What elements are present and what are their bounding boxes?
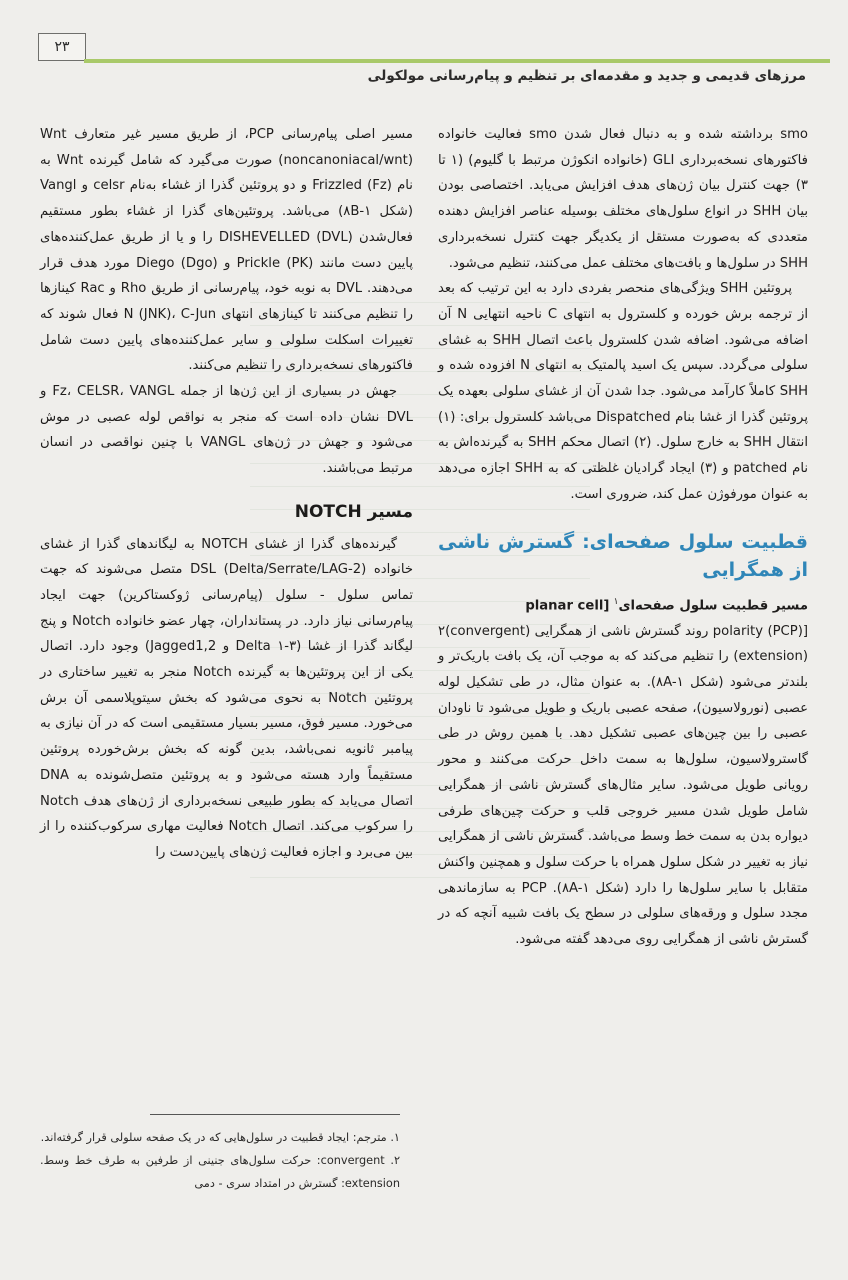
header-rule [84, 59, 830, 63]
paragraph: گیرنده‌های گذرا از غشای NOTCH به لیگاندهای گذرا از غشای خانواده DSL (Delta/Serrate/LAG-2) متصل می‌شوند که جهت تماس سلول - سلول (پیام‌رسانی ژوکستاکرین) جهت ایجاد پیام‌رسانی نیاز دارد. در پستانداران، چهار عضو خانواده Notch و پنج لیگاند گذرا از غشا (۳-۱ Delta و Jagged1,2) وجود دارد. اتصال یکی از این پروتئین‌ها به گیرنده Notch منجر به تغییر ساختاری در پروتئین Notch به نحوی می‌شود که بخش سیتوپلاسمی آن برش می‌خورد. مسیر فوق، مسیر بسیار مستقیمی است که در آن نیازی به پیامبر ثانویه نمی‌باشد، بدین گونه که بخش برش‌خورده پروتئین مستقیماً وارد هسته می‌شود و به پروتئین متصل‌شونده به DNA اتصال می‌یابد که بطور طبیعی نسخه‌برداری از ژن‌های هدف Notch را سرکوب می‌کند. اتصال Notch فعالیت مهاری سرکوب‌کننده را از بین می‌برد و اجازه فعالیت ژن‌های پایین‌دست را [40, 536, 414, 860]
paragraph: جهش در بسیاری از این ژن‌ها از جمله Fz، CELSR، VANGL و DVL نشان داده است که منجر به نواقص لوله عصبی در موش می‌شود و جهش در ژن‌های VANGL با چنین نواقصی در انسان مرتبط می‌باشند. [40, 384, 413, 477]
right-column [438, 122, 808, 953]
left-column [40, 122, 413, 866]
footnote: ۱. مترجم: ایجاد قطبیت در سلول‌هایی که در یک صفحه سلولی قرار گرفته‌اند. [40, 1131, 400, 1144]
sub-heading: مسیر قطبیت سلول صفحه‌ای [618, 597, 808, 613]
running-head: مرزهای قدیمی و جدید و مقدمه‌ای بر تنظیم و پیام‌رسانی مولکولی [367, 68, 806, 84]
paragraph: [(polarity (PCP روند گسترش ناشی از همگرایی (convergent)۲ (extension) را تنظیم می‌کند که به موجب آن، یک بافت باریک‌تر و بلندتر می‌شود (شکل ۸A-۱). به عنوان مثال، در طی تشکیل لوله عصبی (نورولاسیون)، صفحه عصبی باریک و طویل می‌شود تا ناودان عصبی را بین چین‌های عصبی تشکیل دهد. با همین روش در طی گاسترولاسیون، سلول‌ها به سمت داخل حرکت می‌کنند و محور رویانی طویل می‌شود. سایر مثال‌های گسترش ناشی از همگرایی شامل طویل شدن مسیر خروجی قلب و حرکت چین‌های طرفی دیواره بدن به سمت خط وسط می‌باشد. گسترش ناشی از همگرایی نیاز به تغییر در شکل سلول همراه با حرکت سلول و همچنین واکنش متقابل با سایر سلول‌ها را دارد (شکل ۸A-۱). PCP به سازماندهی مجدد سلول و ورقه‌های سلولی در سطح یک بافت شبیه آنچه که در گسترش ناشی از همگرایی روی می‌دهد گفته می‌شود. [438, 623, 809, 948]
paragraph: پروتئین SHH ویژگی‌های منحصر بفردی دارد به این ترتیب که بعد از ترجمه برش خورده و کلسترول به انتهای C ناحیه انتهایی N آن اضافه می‌شود. اضافه شدن کلسترول باعث اتصال SHH به غشای سلولی می‌گردد. سپس یک اسید پالمتیک به انتهای N افزوده شده و SHH کاملاً کارآمد می‌شود. جدا شدن آن از غشای سلولی بعهده یک پروتئین گذرا از غشا بنام Dispatched می‌باشد کلسترول برای: (۱) انتقال SHH به خارج سلول. (۲) اتصال محکم SHH به گیرنده‌اش به نام patched و (۳) ایجاد گرادیان غلظتی که به SHH اجازه می‌دهد به عنوان مورفوژن عمل کند، ضروری است. [438, 281, 809, 502]
paragraph: مسیر اصلی پیام‌رسانی PCP، از طریق مسیر غیر متعارف Wnt (noncanoniacal/wnt) صورت می‌گیرد که شامل گیرنده Wnt به نام Frizzled (Fz) و دو پروتئین گذرا از غشاء به‌نام celsr و Vangl (شکل ۸B-۱) می‌باشد. پروتئین‌های گذرا از غشاء بطور مستقیم فعال‌شدن DISHEVELLED (DVL) را و یا از طریق عمل‌کننده‌های پایین دست مانند Prickle (PK) و Diego (Dgo) مورد هدف قرار می‌دهند. DVL به نوبه خود، پیام‌رسانی از طریق Rho و Rac کینازها را تنظیم می‌کنند تا کینازهای انتهای N (JNK)، C-Jun فعال شوند که تغییرات اسکلت سلولی و سایر عمل‌کننده‌های پایین دست شامل فاکتورهای نسخه‌برداری را تنظیم می‌کنند. [40, 127, 413, 374]
paragraph: smo برداشته شده و به دنبال فعال شدن smo فعالیت خانواده فاکتورهای نسخه‌برداری GLI (خانواده انکوژن مرتبط با گلیوم) (۱ تا ۳) جهت کنترل بیان ژن‌های هدف افزایش می‌یابد. اختصاصی بودن بیان SHH در انواع سلول‌های مختلف بوسیله عناصر افزایش دهنده متعددی که به‌صورت مستقل از یکدیگر جهت کنترل نسخه‌برداری SHH در سلول‌ها و بافت‌های مختلف عمل می‌کنند، تنظیم می‌شود. [438, 127, 809, 271]
footnotes [40, 1126, 400, 1195]
footnote-rule [150, 1114, 400, 1115]
footnote-ref: ۱ [613, 596, 619, 607]
page-number: ۲۳ [38, 33, 86, 61]
section-heading-notch: مسیر NOTCH [294, 501, 413, 522]
sub-heading-en: [planar cell [525, 597, 610, 613]
section-title: قطبیت سلول صفحه‌ای: گسترش ناشی از همگرایی [438, 530, 808, 581]
sub-heading-line [438, 590, 808, 619]
footnote: ۲. convergent: حرکت سلول‌های جنینی از طرفین به طرف خط وسط. extension: گسترش در امتداد سری - دمی [40, 1154, 401, 1190]
